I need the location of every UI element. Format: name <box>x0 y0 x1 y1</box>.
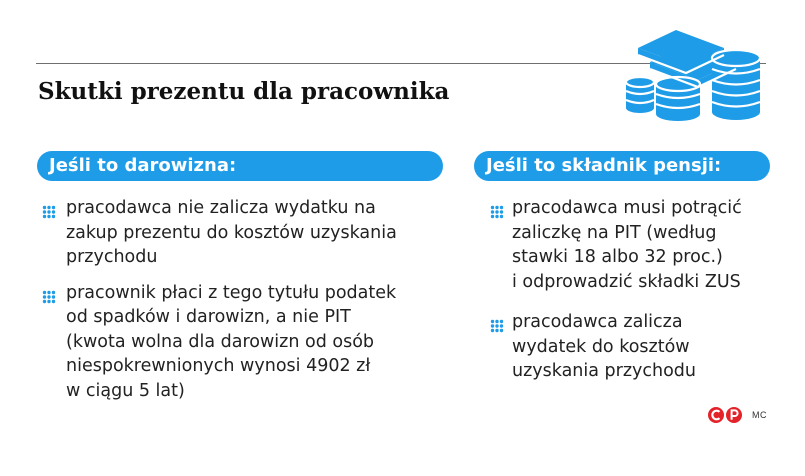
list-item <box>490 310 780 384</box>
dot-grid-bullet-icon <box>490 205 504 219</box>
dot-grid-bullet-icon <box>42 290 56 304</box>
dot-grid-bullet-icon <box>42 205 56 219</box>
bullet-text: pracodawca zalicza wydatek do kosztów uzyskania przychodu <box>512 312 697 381</box>
bullet-text: pracodawca musi potrącić zaliczkę na PIT (według stawki 18 albo 32 proc.) i odprowadzić składki ZUS <box>512 198 742 292</box>
coins-stack-icon <box>618 10 766 128</box>
list-item <box>42 281 442 404</box>
page-title: Skutki prezentu dla pracownika <box>38 78 450 105</box>
list-item <box>490 196 780 294</box>
left-bullet-list <box>42 196 442 414</box>
bullet-text: pracownik płaci z tego tytułu podatek od spadków i darowizn, a nie PIT (kwota wolna dla darowizn od osób niespokrewnionych wynosi 4902 zł w ciągu 5 lat) <box>66 282 397 401</box>
right-section-header: Jeśli to składnik pensji: <box>474 151 770 181</box>
bullet-text: pracodawca nie zalicza wydatku na zakup prezentu do kosztów uzyskania przychodu <box>66 198 397 267</box>
dot-grid-bullet-icon <box>490 319 504 333</box>
list-item <box>42 196 442 270</box>
right-bullet-list <box>490 196 780 395</box>
cp-logo-icon <box>707 406 743 424</box>
credit: MC <box>752 410 767 420</box>
left-section-header: Jeśli to darowizna: <box>37 151 443 181</box>
